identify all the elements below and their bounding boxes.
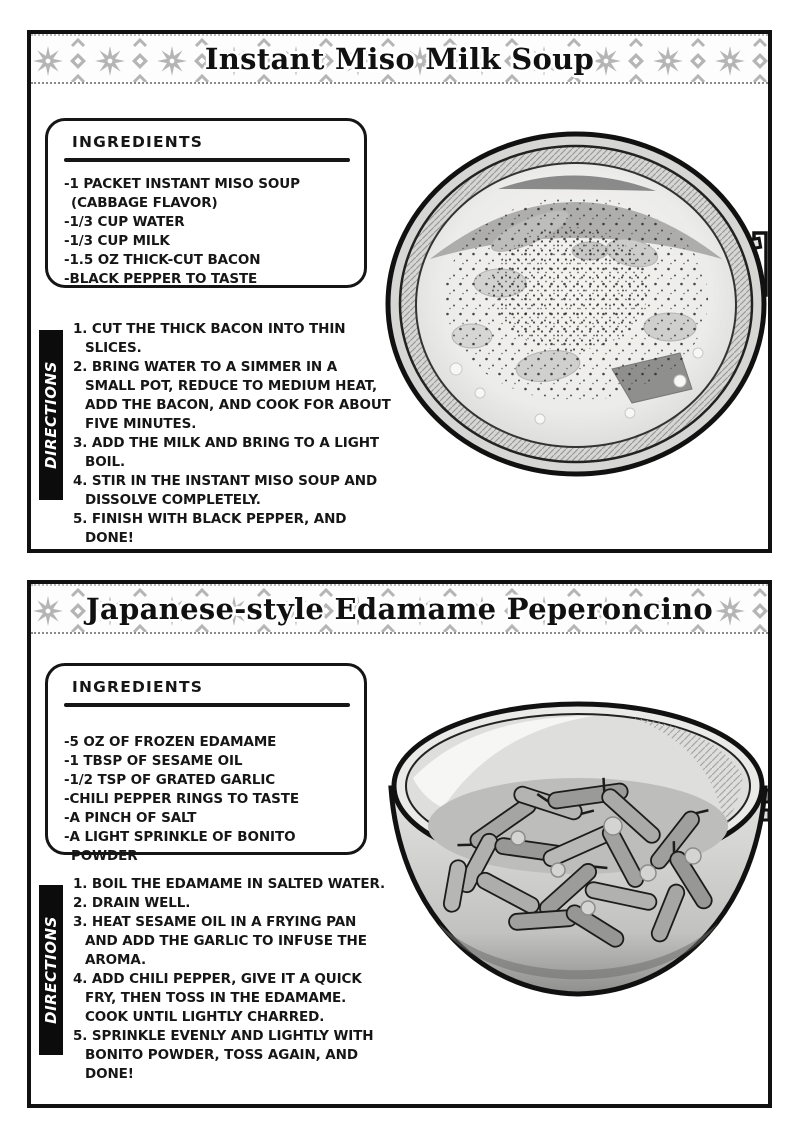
direction-step: 5. FINISH WITH BLACK PEPPER, AND DONE! — [73, 511, 347, 546]
direction-step: 2. DRAIN WELL. — [73, 895, 191, 911]
direction-step: 1. BOIL THE EDAMAME IN SALTED WATER. — [73, 876, 386, 892]
direction-step: 1. CUT THE THICK BACON INTO THIN SLICES. — [73, 321, 346, 356]
recipe-title: Instant Miso Milk Soup — [204, 42, 595, 76]
ingredient-item: -5 OZ OF FROZEN EDAMAME — [64, 734, 277, 750]
ingredient-item: -1 PACKET INSTANT MISO SOUP (CABBAGE FLAVOR) — [64, 176, 300, 211]
directions-label-bar — [39, 330, 63, 500]
recipe-panel-miso-milk-soup — [27, 30, 772, 553]
ingredient-item: -A PINCH OF SALT — [64, 810, 197, 826]
recipe-title-banner — [31, 34, 768, 84]
directions-section — [39, 320, 391, 548]
ingredients-box — [45, 663, 367, 864]
direction-step: 4. ADD CHILI PEPPER, GIVE IT A QUICK FRY, THEN TOSS IN THE EDAMAME. COOK UNTIL LIGHTLY CHARRED. — [73, 971, 362, 1025]
ingredients-heading: INGREDIENTS — [72, 678, 204, 696]
recipe-title-banner — [31, 584, 768, 634]
ingredients-list — [64, 733, 350, 866]
direction-step: 3. HEAT SESAME OIL IN A FRYING PAN AND ADD THE GARLIC TO INFUSE THE AROMA. — [73, 914, 367, 968]
ingredient-item: -CHILI PEPPER RINGS TO TASTE — [64, 791, 299, 807]
directions-label: DIRECTIONS — [42, 361, 60, 469]
direction-step: 2. BRING WATER TO A SIMMER IN A SMALL POT, REDUCE TO MEDIUM HEAT, ADD THE BACON, AND COOK FOR ABOUT FIVE MINUTES. — [73, 359, 391, 432]
ingredient-item: -1.5 OZ THICK-CUT BACON — [64, 252, 261, 268]
direction-step: 5. SPRINKLE EVENLY AND LIGHTLY WITH BONITO POWDER, TOSS AGAIN, AND DONE! — [73, 1028, 374, 1082]
recipe-panel-edamame-peperoncino — [27, 580, 772, 1108]
directions-section — [39, 875, 391, 1084]
miso-milk-soup-photo — [380, 131, 772, 483]
directions-list — [73, 320, 391, 548]
ingredients-box — [45, 118, 367, 288]
ingredient-item: -BLACK PEPPER TO TASTE — [64, 271, 258, 287]
ingredients-underline — [64, 703, 350, 707]
ingredient-item: -A LIGHT SPRINKLE OF BONITO POWDER — [64, 829, 296, 864]
ingredient-item: -1 TBSP OF SESAME OIL — [64, 753, 243, 769]
ingredient-item: -1/3 CUP WATER — [64, 214, 185, 230]
ingredient-item: -1/3 CUP MILK — [64, 233, 170, 249]
ingredients-underline — [64, 158, 350, 162]
directions-label: DIRECTIONS — [42, 916, 60, 1024]
ingredient-item: -1/2 TSP OF GRATED GARLIC — [64, 772, 276, 788]
direction-step: 3. ADD THE MILK AND BRING TO A LIGHT BOIL. — [73, 435, 380, 470]
direction-step: 4. STIR IN THE INSTANT MISO SOUP AND DISSOLVE COMPLETELY. — [73, 473, 378, 508]
directions-list — [73, 875, 391, 1084]
ingredients-heading: INGREDIENTS — [72, 133, 204, 151]
directions-label-bar — [39, 885, 63, 1055]
recipe-title: Japanese-style Edamame Peperoncino — [85, 592, 714, 626]
edamame-bowl-photo — [383, 698, 773, 1028]
ingredients-list — [64, 175, 350, 289]
